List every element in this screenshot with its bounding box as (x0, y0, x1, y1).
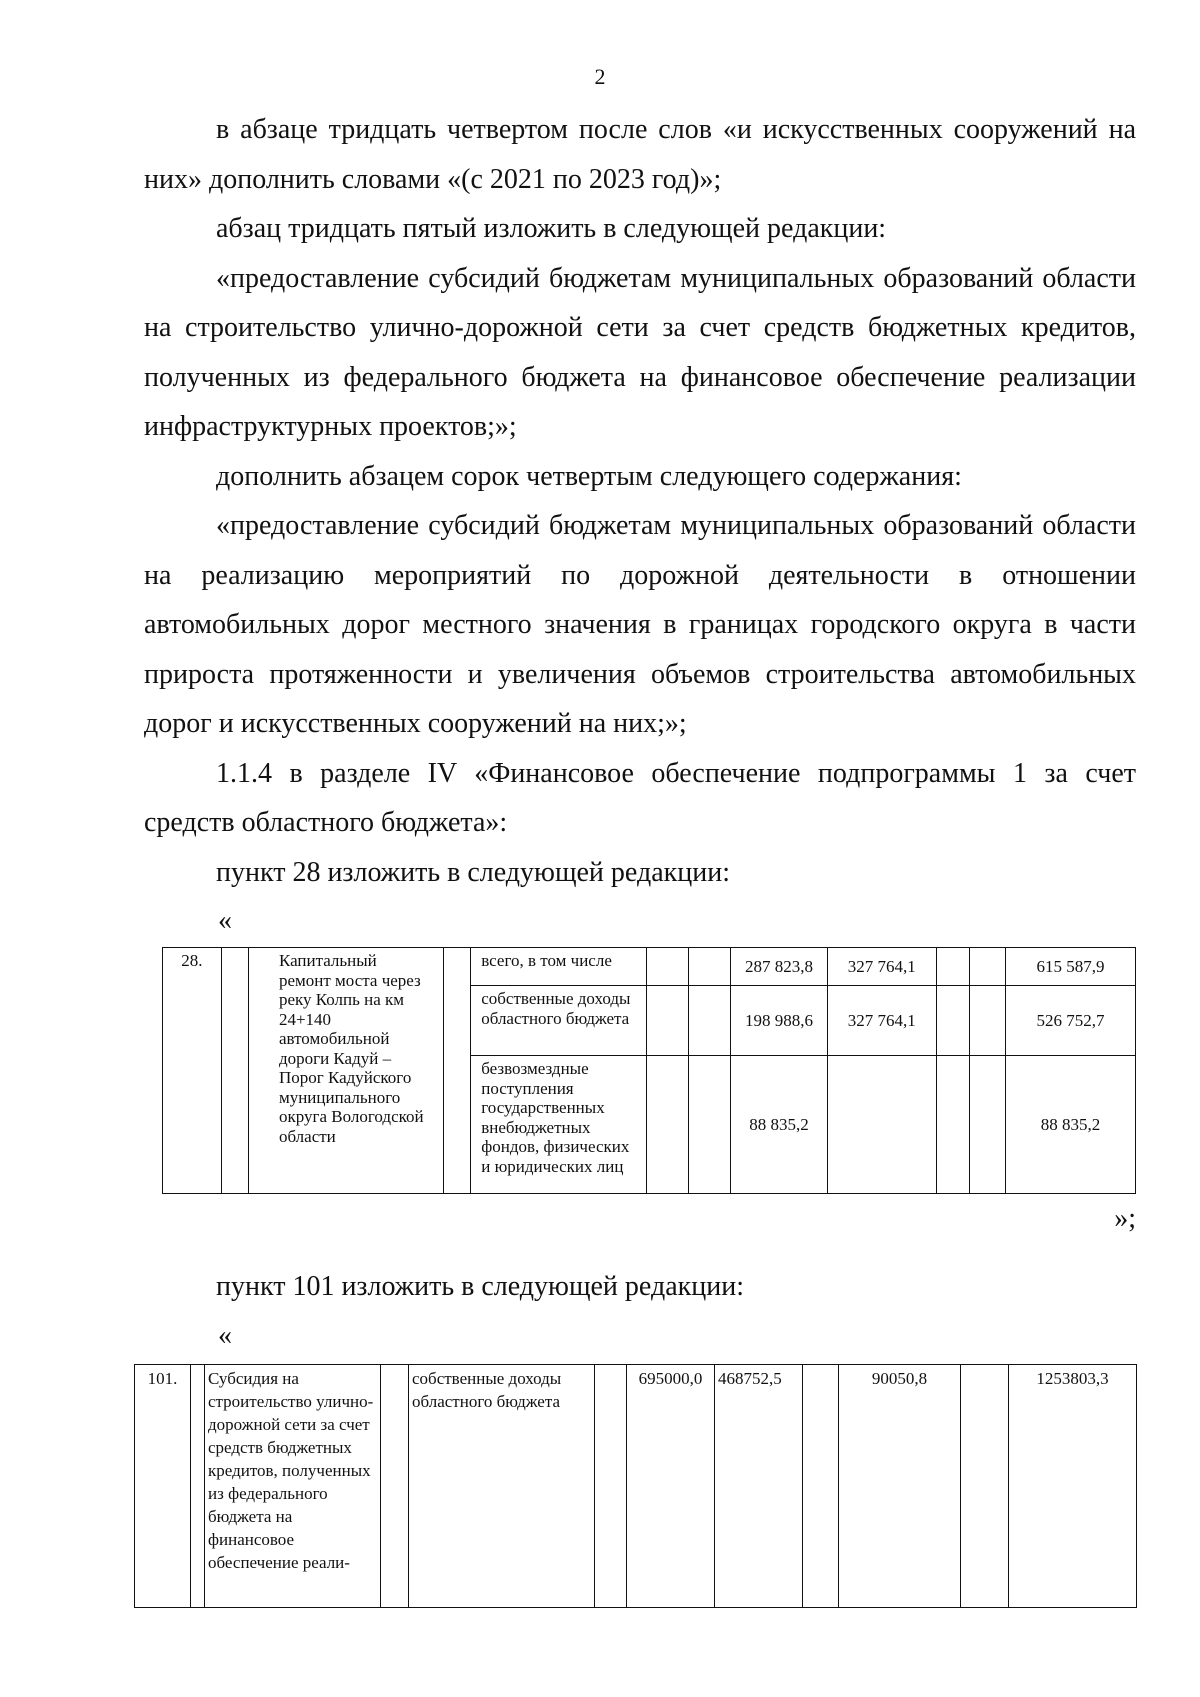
measure-name: Субсидия на строительство улично-дорожной сети за счет средств бюджетных кредитов, полученных из федерального бюджета на финансовое обеспечение реали- (205, 1364, 381, 1607)
funding-source: всего, в том числе (471, 948, 647, 986)
paragraph: 1.1.4 в разделе IV «Финансовое обеспечение подпрограммы 1 за счет средств областного бюджета»: (144, 757, 1136, 838)
row-number: 101. (135, 1364, 191, 1607)
paragraph: «предоставление субсидий бюджетам муниципальных образований области на строительство улично-дорожной сети за счет средств бюджетных кредитов, полученных из федерального бюджета на финансовое обеспечение реализации инфраструктурных проектов;»; (144, 262, 1136, 442)
funding-source: безвозмездные поступления государственных внебюджетных фондов, физических и юридических лиц (471, 1056, 647, 1194)
opening-quote: « (218, 1319, 232, 1351)
paragraph: «предоставление субсидий бюджетам муниципальных образований области на реализацию мероприятий по дорожной деятельности в отношении автомобильных дорог местного значения в границах городского округа в части прироста протяженности и увеличения объемов строительства автомобильных дорог и искусственных сооружений на них;»; (144, 510, 1136, 739)
row-number: 28. (163, 948, 222, 1194)
funding-source: собственные доходы областного бюджета (471, 986, 647, 1056)
document-body (144, 105, 1136, 1608)
value-cell: 287 823,8 (731, 948, 827, 986)
value-cell: 327 764,1 (827, 948, 936, 986)
value-cell: 198 988,6 (731, 986, 827, 1056)
value-cell (827, 1056, 936, 1194)
paragraph: пункт 101 изложить в следующей редакции: (216, 1271, 744, 1302)
table-item-101 (134, 1364, 1137, 1608)
value-cell: 468752,5 (715, 1364, 803, 1607)
opening-quote: « (218, 905, 232, 936)
value-cell: 88 835,2 (731, 1056, 827, 1194)
value-cell: 695000,0 (627, 1364, 715, 1607)
table-row (135, 1364, 1137, 1607)
paragraph: абзац тридцать пятый изложить в следующей редакции: (216, 213, 887, 244)
total-cell: 615 587,9 (1005, 948, 1135, 986)
paragraph: дополнить абзацем сорок четвертым следующего содержания: (216, 460, 962, 492)
measure-name: Капитальный ремонт моста через реку Колпь на км 24+140 автомобильной дороги Кадуй – Порог Кадуйского муниципального округа Вологодской области (248, 948, 443, 1194)
table-row (163, 948, 1136, 986)
closing-quote: »; (1114, 1203, 1136, 1234)
value-cell: 327 764,1 (827, 986, 936, 1056)
funding-source: собственные доходы областного бюджета (409, 1364, 595, 1607)
paragraph: в абзаце тридцать четвертом после слов «и искусственных сооружений на них» дополнить словами «(с 2021 по 2023 год)»; (144, 114, 1136, 195)
page-number: 2 (594, 64, 606, 89)
total-cell: 88 835,2 (1005, 1056, 1135, 1194)
total-cell: 1253803,3 (1009, 1364, 1137, 1607)
total-cell: 526 752,7 (1005, 986, 1135, 1056)
table-item-28 (162, 947, 1136, 1194)
paragraph: пункт 28 изложить в следующей редакции: (216, 856, 730, 888)
value-cell: 90050,8 (839, 1364, 961, 1607)
